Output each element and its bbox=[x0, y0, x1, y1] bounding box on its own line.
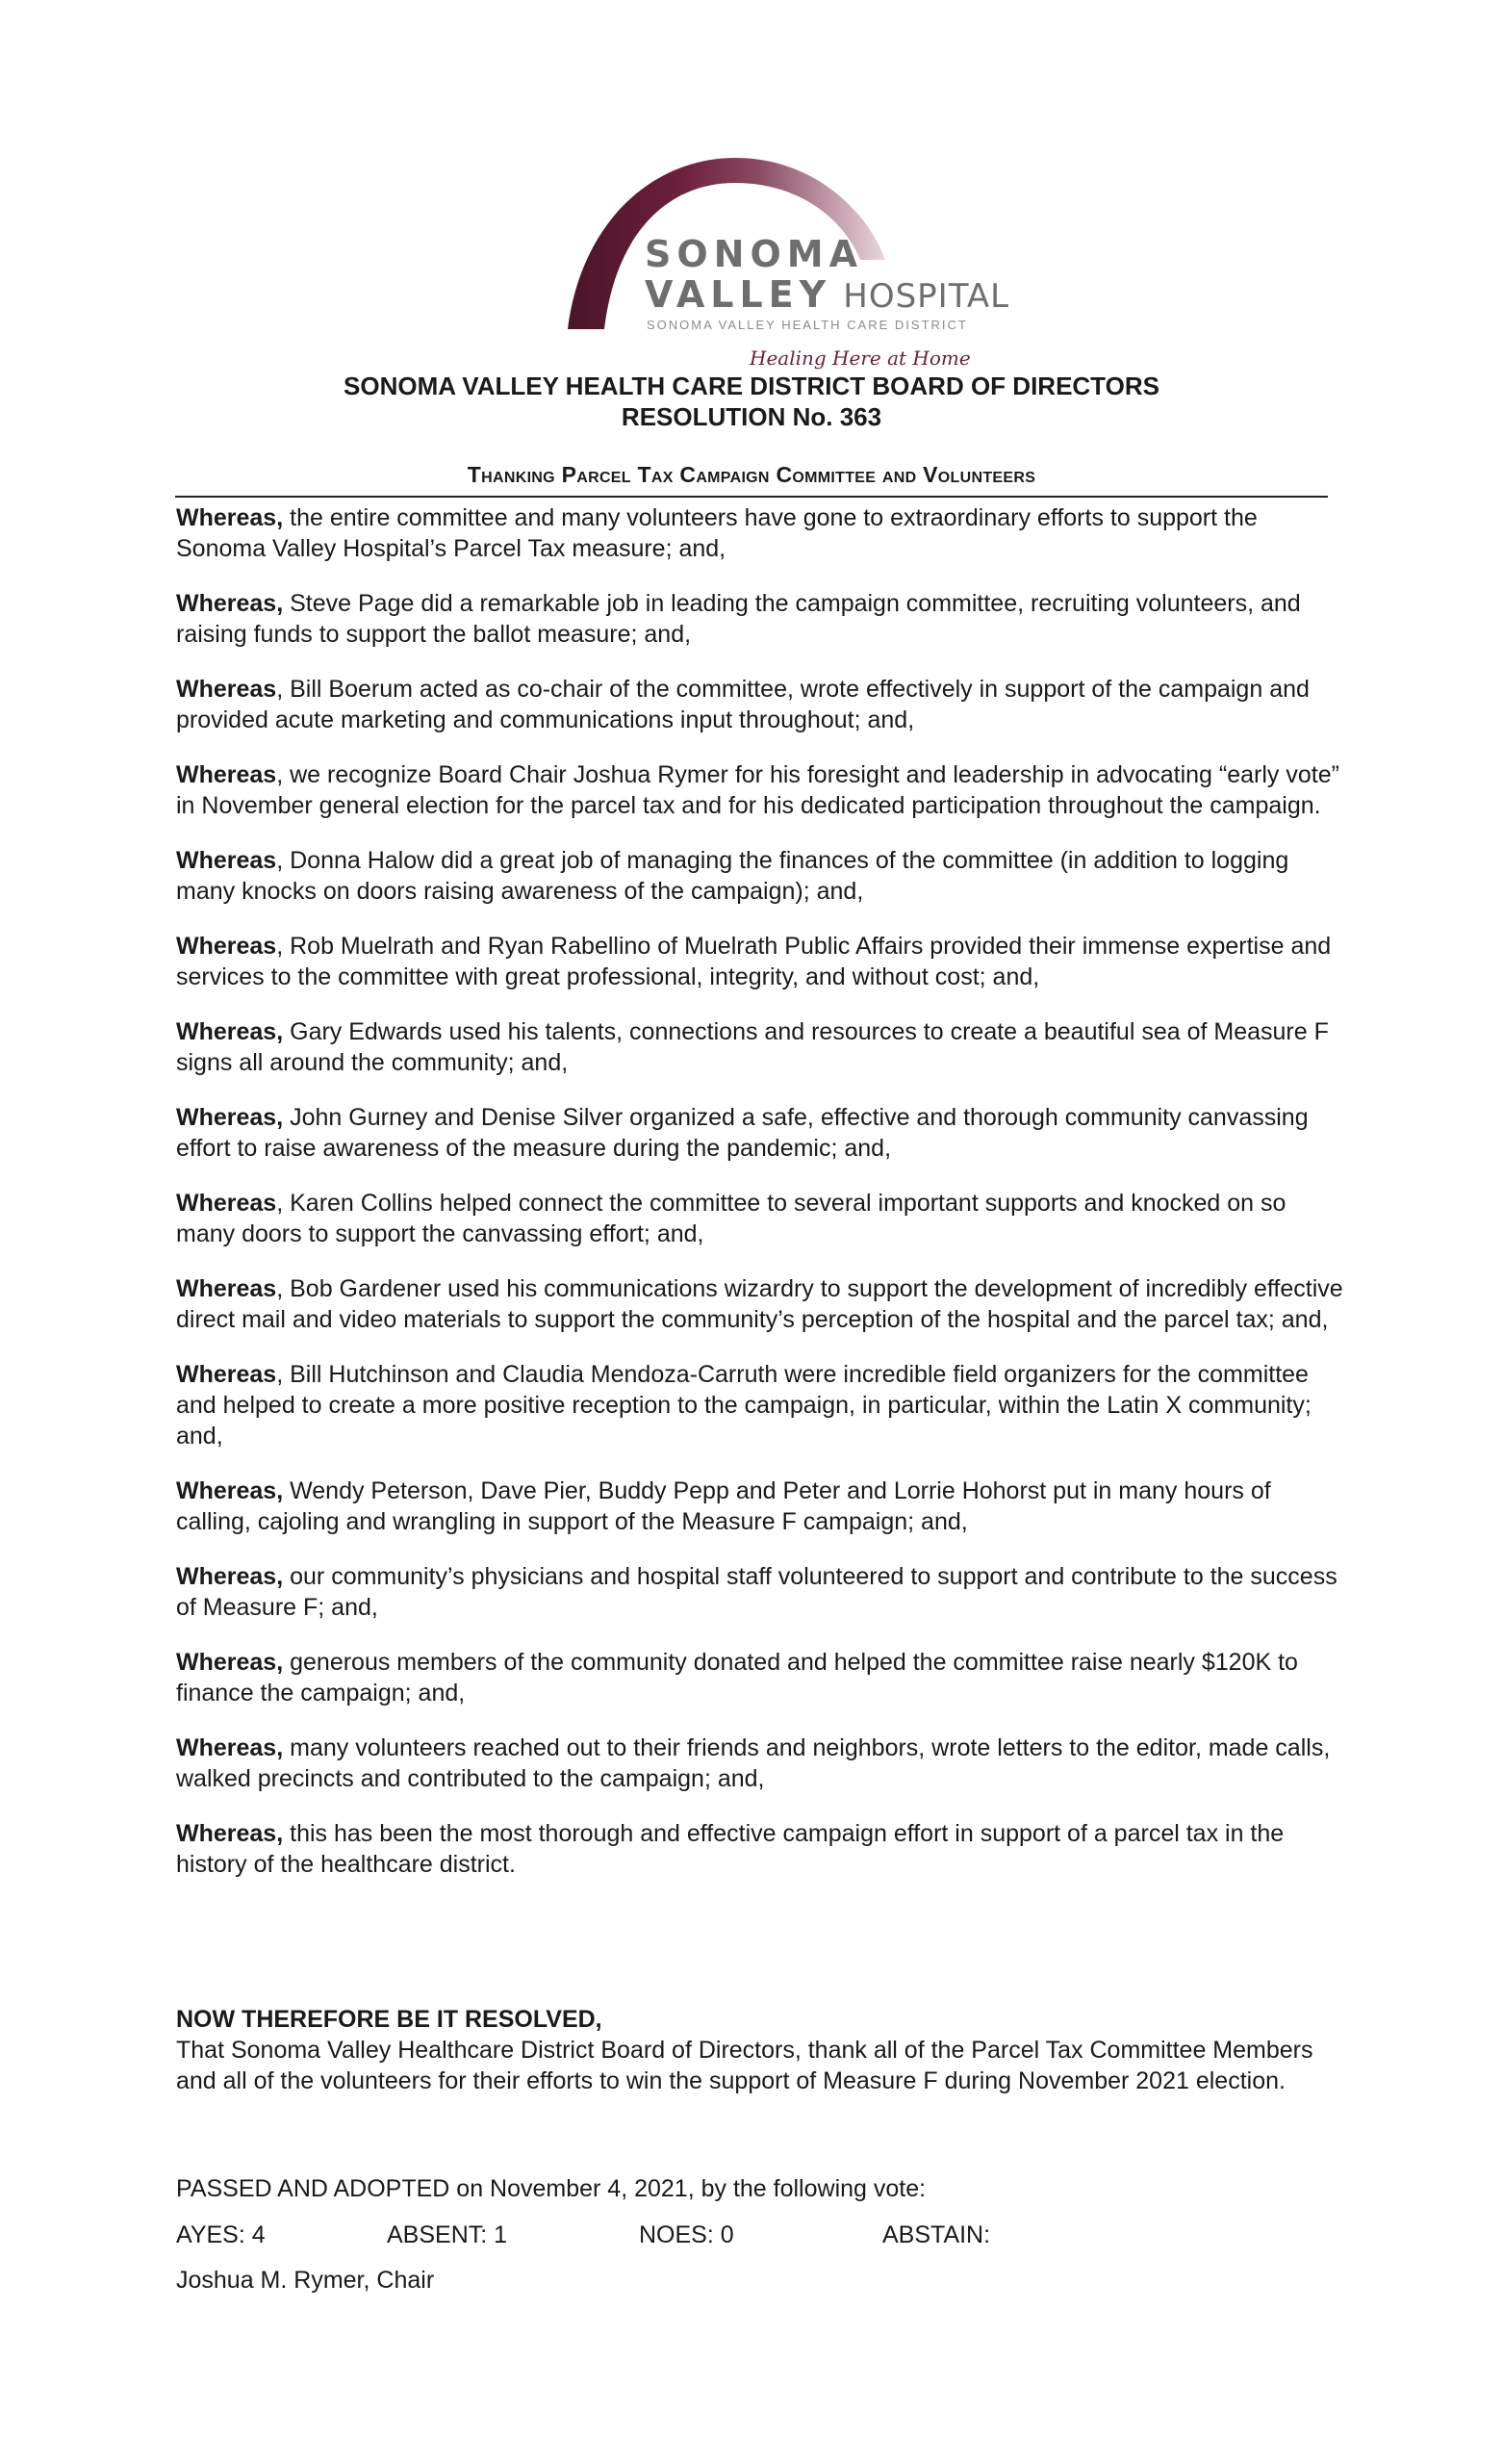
whereas-clause: Whereas, Karen Collins helped connect the committee to several important supports and knocked on so many doors to support the canvassing effort; and, bbox=[176, 1190, 1286, 1247]
passed-adopted: PASSED AND ADOPTED on November 4, 2021, by the following vote: bbox=[176, 2175, 927, 2202]
logo-district: SONOMA VALLEY HEALTH CARE DISTRICT bbox=[647, 318, 968, 332]
logo-hospital: HOSPITAL bbox=[843, 277, 1010, 316]
vote-abstain: ABSTAIN: bbox=[882, 2221, 991, 2248]
logo-tagline: Healing Here at Home bbox=[750, 346, 971, 370]
vote-noes: NOES: 0 bbox=[639, 2221, 734, 2248]
signature-line: Joshua M. Rymer, Chair bbox=[176, 2267, 435, 2294]
whereas-clause: Whereas, Gary Edwards used his talents, connections and resources to create a beautiful sea of Measure F signs all around the community; and, bbox=[176, 1018, 1329, 1076]
whereas-clause: Whereas, Rob Muelrath and Ryan Rabellino of Muelrath Public Affairs provided their immense expertise and services to the committee with great professional, integrity, and without cost; and, bbox=[176, 933, 1332, 990]
whereas-clauses bbox=[176, 502, 1350, 1904]
divider-rule bbox=[175, 496, 1328, 498]
whereas-clause: Whereas, many volunteers reached out to their friends and neighbors, wrote letters to the editor, made calls, walked precincts and contributed to the campaign; and, bbox=[176, 1734, 1331, 1792]
whereas-clause: Whereas, Bill Hutchinson and Claudia Mendoza-Carruth were incredible field organizers for the committee and helped to create a more positive reception to the campaign, in particular, within the Latin X community; and, bbox=[176, 1361, 1312, 1450]
logo-sonoma: SONOMA bbox=[645, 233, 864, 275]
whereas-clause: Whereas, the entire committee and many volunteers have gone to extraordinary efforts to support the Sonoma Valley Hospital’s Parcel Tax measure; and, bbox=[176, 504, 1258, 562]
board-title: SONOMA VALLEY HEALTH CARE DISTRICT BOARD OF DIRECTORS bbox=[344, 372, 1159, 400]
whereas-clause: Whereas, John Gurney and Denise Silver organized a safe, effective and thorough community canvassing effort to raise awareness of the measure during the pandemic; and, bbox=[176, 1104, 1309, 1162]
whereas-clause: Whereas, Donna Halow did a great job of managing the finances of the committee (in addition to logging many knocks on doors raising awareness of the campaign); and, bbox=[176, 847, 1289, 905]
logo-valley-hospital bbox=[645, 273, 1009, 316]
whereas-clause: Whereas, we recognize Board Chair Joshua Rymer for his foresight and leadership in advocating “early vote” in November general election for the parcel tax and for his dedicated participation throughout the campaign. bbox=[176, 761, 1339, 819]
whereas-clause: Whereas, Bill Boerum acted as co-chair of the committee, wrote effectively in support of the campaign and provided acute marketing and communications input throughout; and, bbox=[176, 676, 1310, 733]
resolved-text: That Sonoma Valley Healthcare District Board of Directors, thank all of the Parcel Tax Committee Members and all of the volunteers for their efforts to win the support of Measure F during November 2021 election. bbox=[176, 2037, 1313, 2094]
whereas-clause: Whereas, Wendy Peterson, Dave Pier, Buddy Pepp and Peter and Lorrie Hohorst put in many hours of calling, cajoling and wrangling in support of the Measure F campaign; and, bbox=[176, 1477, 1271, 1535]
whereas-clause: Whereas, our community’s physicians and hospital staff volunteered to support and contribute to the success of Measure F; and, bbox=[176, 1563, 1337, 1621]
whereas-clause: Whereas, Bob Gardener used his communications wizardry to support the development of incredibly effective direct mail and video materials to support the community’s perception of the hospital and the parcel tax; and, bbox=[176, 1275, 1343, 1333]
resolved-heading: NOW THEREFORE BE IT RESOLVED, bbox=[176, 2006, 602, 2033]
hospital-logo bbox=[562, 154, 1010, 373]
vote-absent: ABSENT: 1 bbox=[387, 2221, 508, 2248]
resolution-subtitle: Thanking Parcel Tax Campaign Committee and Volunteers bbox=[467, 462, 1036, 487]
vote-ayes: AYES: 4 bbox=[176, 2221, 266, 2248]
resolved-clause bbox=[176, 2004, 1360, 2096]
resolution-number: RESOLUTION No. 363 bbox=[621, 402, 882, 431]
whereas-clause: Whereas, generous members of the community donated and helped the committee raise nearly $120K to finance the campaign; and, bbox=[176, 1649, 1298, 1707]
whereas-clause: Whereas, this has been the most thorough and effective campaign effort in support of a parcel tax in the history of the healthcare district. bbox=[176, 1820, 1285, 1878]
logo-valley: VALLEY bbox=[645, 273, 832, 316]
vote-tally bbox=[176, 2221, 1235, 2252]
whereas-clause: Whereas, Steve Page did a remarkable job in leading the campaign committee, recruiting volunteers, and raising funds to support the ballot measure; and, bbox=[176, 590, 1301, 648]
